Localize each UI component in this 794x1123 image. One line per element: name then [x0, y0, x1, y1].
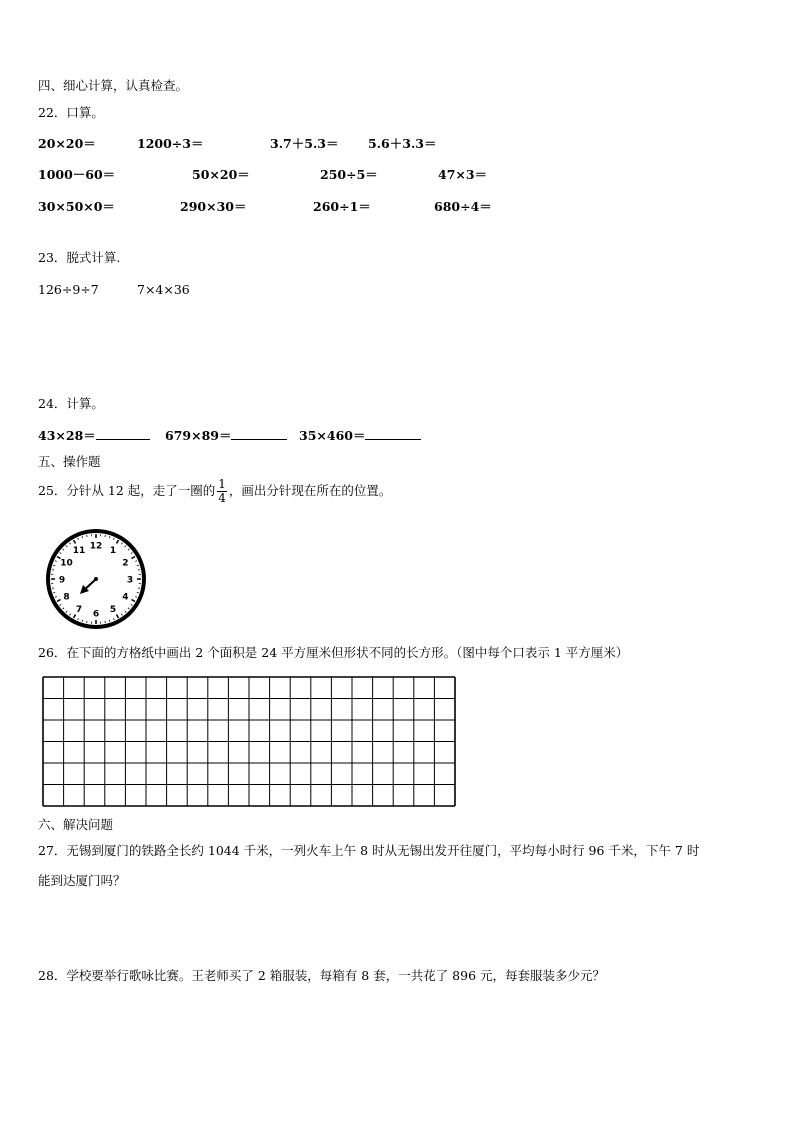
q24-item	[299, 427, 421, 444]
q24-title: 24．计算。	[38, 396, 104, 411]
section4-heading: 四、细心计算，认真检查。	[38, 78, 189, 93]
q27-line2: 能到达厦门吗？	[38, 873, 126, 888]
clock-center	[94, 577, 98, 581]
square-grid-paper[interactable]	[41, 675, 457, 808]
section5-heading: 五、操作题	[38, 454, 101, 469]
q22-item: 1000－60＝	[38, 167, 116, 182]
q28-text: 28．学校要举行歌咏比赛。王老师买了 2 箱服装，每箱有 8 套，一共花了 896 元，每套服装多少元？	[38, 968, 606, 983]
clock-number: 10	[60, 558, 73, 569]
q24-expression: 43×28＝	[38, 428, 96, 443]
q25-text-before: 25．分针从 12 起，走了一圈的	[38, 483, 216, 498]
clock-number: 7	[75, 604, 83, 615]
q24-item	[165, 427, 287, 444]
clock-number: 2	[122, 558, 129, 569]
q24-item	[38, 427, 150, 444]
answer-blank[interactable]	[96, 427, 150, 440]
q22-item: 30×50×0＝	[38, 199, 115, 214]
q25-text-after: ，画出分针现在所在的位置。	[228, 483, 392, 498]
fraction-denominator: 4	[218, 491, 226, 505]
clock-number: 11	[72, 546, 86, 557]
q24-expression: 35×460＝	[299, 428, 366, 443]
clock-number: 8	[63, 592, 70, 603]
q22-item: 50×20＝	[192, 167, 250, 182]
q22-item: 290×30＝	[180, 199, 247, 214]
q22-item: 1200÷3＝	[137, 136, 204, 151]
clock-number: 12	[89, 541, 103, 552]
q22-item: 47×3＝	[438, 167, 488, 182]
q27-line1: 27．无锡到厦门的铁路全长约 1044 千米，一列火车上午 8 时从无锡出发开往厦门，平均每小时行 96 千米，下午 7 时	[38, 843, 700, 858]
clock-number: 5	[109, 604, 117, 615]
q24-expression: 679×89＝	[165, 428, 232, 443]
clock-face[interactable]	[44, 527, 148, 631]
q22-item: 250÷5＝	[320, 167, 378, 182]
fraction-numerator: 1	[218, 477, 226, 491]
clock-number: 9	[58, 575, 66, 586]
section6-heading: 六、解决问题	[38, 817, 114, 832]
clock-number: 4	[122, 592, 129, 603]
fraction	[217, 478, 227, 505]
clock-number: 6	[92, 609, 100, 620]
q22-item: 260÷1＝	[313, 199, 371, 214]
q23-title: 23．脱式计算.	[38, 250, 121, 265]
answer-blank[interactable]	[365, 427, 421, 440]
q22-item: 20×20＝	[38, 136, 96, 151]
grid-lines	[43, 677, 455, 806]
q23-item: 7×4×36	[137, 282, 190, 297]
q25-text	[38, 478, 391, 505]
q26-text: 26．在下面的方格纸中画出 2 个面积是 24 平方厘米但形状不同的长方形。（图中每个口表示 1 平方厘米）	[38, 645, 629, 660]
q22-item: 680÷4＝	[434, 199, 492, 214]
q22-title: 22．口算。	[38, 105, 104, 120]
answer-blank[interactable]	[231, 427, 287, 440]
clock-number: 1	[109, 546, 117, 557]
clock-number: 3	[126, 575, 134, 586]
q22-item: 5.6＋3.3＝	[368, 136, 437, 151]
q23-item: 126÷9÷7	[38, 282, 99, 297]
q22-item: 3.7＋5.3＝	[270, 136, 339, 151]
